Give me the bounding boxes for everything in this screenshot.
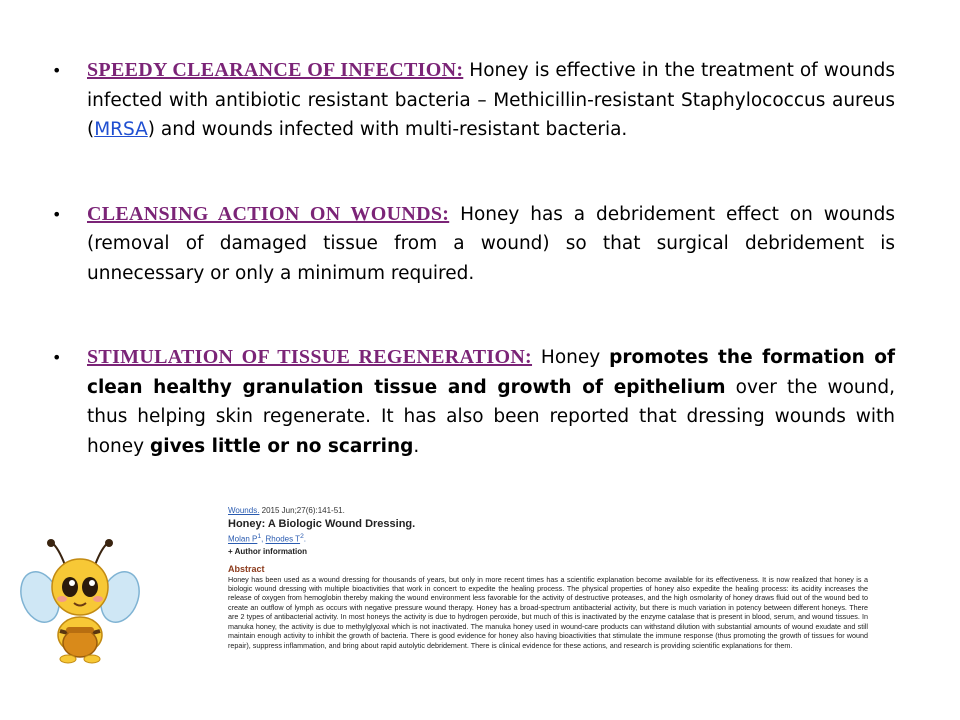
bullet-heading: SPEEDY CLEARANCE OF INFECTION: <box>87 59 464 81</box>
bullet-text: Honey <box>532 347 610 368</box>
bullet-cleansing-action <box>50 200 895 289</box>
abstract-text: Honey has been used as a wound dressing for thousands of years, but only in more recent times has a scientific explanation become available for its effectiveness. It is now realized that honey is a biologic wound dressing with multiple bioactivities that work in concert to expedite the healing process. The physical properties of honey also expedite the healing process: its acidity increases the release of oxygen from hemoglobin thereby making the wound environment less favorable for the activity of destructive proteases, and the high osmolarity of honey draws fluid out of the wound bed to create an outflow of lymph as occurs with negative pressure wound therapy. Honey has a broad-spectrum antibacterial activity, but there is much variation in potency between different honeys. There are 2 types of antibacterial activity. In most honeys the activity is due to hydrogen peroxide, but much of this is inactivated by the enzyme catalase that is present in blood, serum, and wound tissues. In manuka honey, the activity is due to methylglyoxal which is not inactivated. The manuka honey used in wound-care products can withstand dilution with substantial amounts of wound exudate and still maintain enough activity to inhibit the growth of bacteria. There is good evidence for honey also having bioactivities that stimulate the immune response (thus promoting the growth of tissues for wound repair), suppress inflammation, and bring about rapid autolytic debridement. There is clinical evidence for these actions, and research is providing scientific explanations for them. <box>228 574 868 650</box>
plus-icon: + <box>228 546 233 556</box>
citation-line <box>228 506 868 515</box>
bullet-dot: • <box>52 348 62 367</box>
bullet-list <box>50 56 895 461</box>
author-sup: 2 <box>300 533 304 540</box>
bullet-text: Honey is effective in the treatment of wounds infected with antibiotic resistant bacteria – Methicillin-resistant Staphylococcus aureus ( <box>87 60 895 140</box>
bullet-text: Honey has a debridement effect on wounds (removal of damaged tissue from a wound) so that surgical debridement is unnecessary or only a minimum required. <box>87 203 895 284</box>
bullet-text: over the wound, thus helping skin regenerate. It has also been reported that dressing wounds with honey <box>87 376 895 457</box>
bullet-speedy-clearance <box>50 56 895 145</box>
bullet-tissue-regeneration <box>50 343 895 461</box>
journal-link[interactable]: Wounds. <box>228 506 260 515</box>
author-sup: 1 <box>257 533 262 540</box>
bee-illustration-icon <box>20 535 140 665</box>
author-link[interactable]: Rhodes T <box>265 534 301 544</box>
author-information-label: Author information <box>234 546 308 556</box>
paper-title: Honey: A Biologic Wound Dressing. <box>228 518 416 530</box>
bullet-text: . <box>413 435 420 457</box>
bullet-heading: CLEANSING ACTION ON WOUNDS: <box>87 202 450 225</box>
author-link[interactable]: Molan P <box>228 534 258 544</box>
mrsa-link[interactable]: MRSA <box>94 119 148 140</box>
bullet-dot: • <box>52 61 62 80</box>
bullet-heading: STIMULATION OF TISSUE REGENERATION: <box>87 346 533 368</box>
bullet-dot: • <box>52 204 62 224</box>
bullet-bold-text: promotes the formation of clean healthy granulation tissue and growth of epithelium <box>87 347 895 398</box>
abstract-heading: Abstract <box>228 563 265 574</box>
bullet-text: ) and wounds infected with multi-resistant bacteria. <box>147 119 628 140</box>
citation-text: 2015 Jun;27(6):141-51. <box>259 506 345 515</box>
bullet-bold-text: gives little or no scarring <box>149 435 414 457</box>
abstract-screenshot <box>228 506 868 706</box>
authors-line: Molan $P^1$, Rhodes $T^2$. <box>228 533 306 544</box>
author-information-toggle[interactable] <box>228 547 868 556</box>
